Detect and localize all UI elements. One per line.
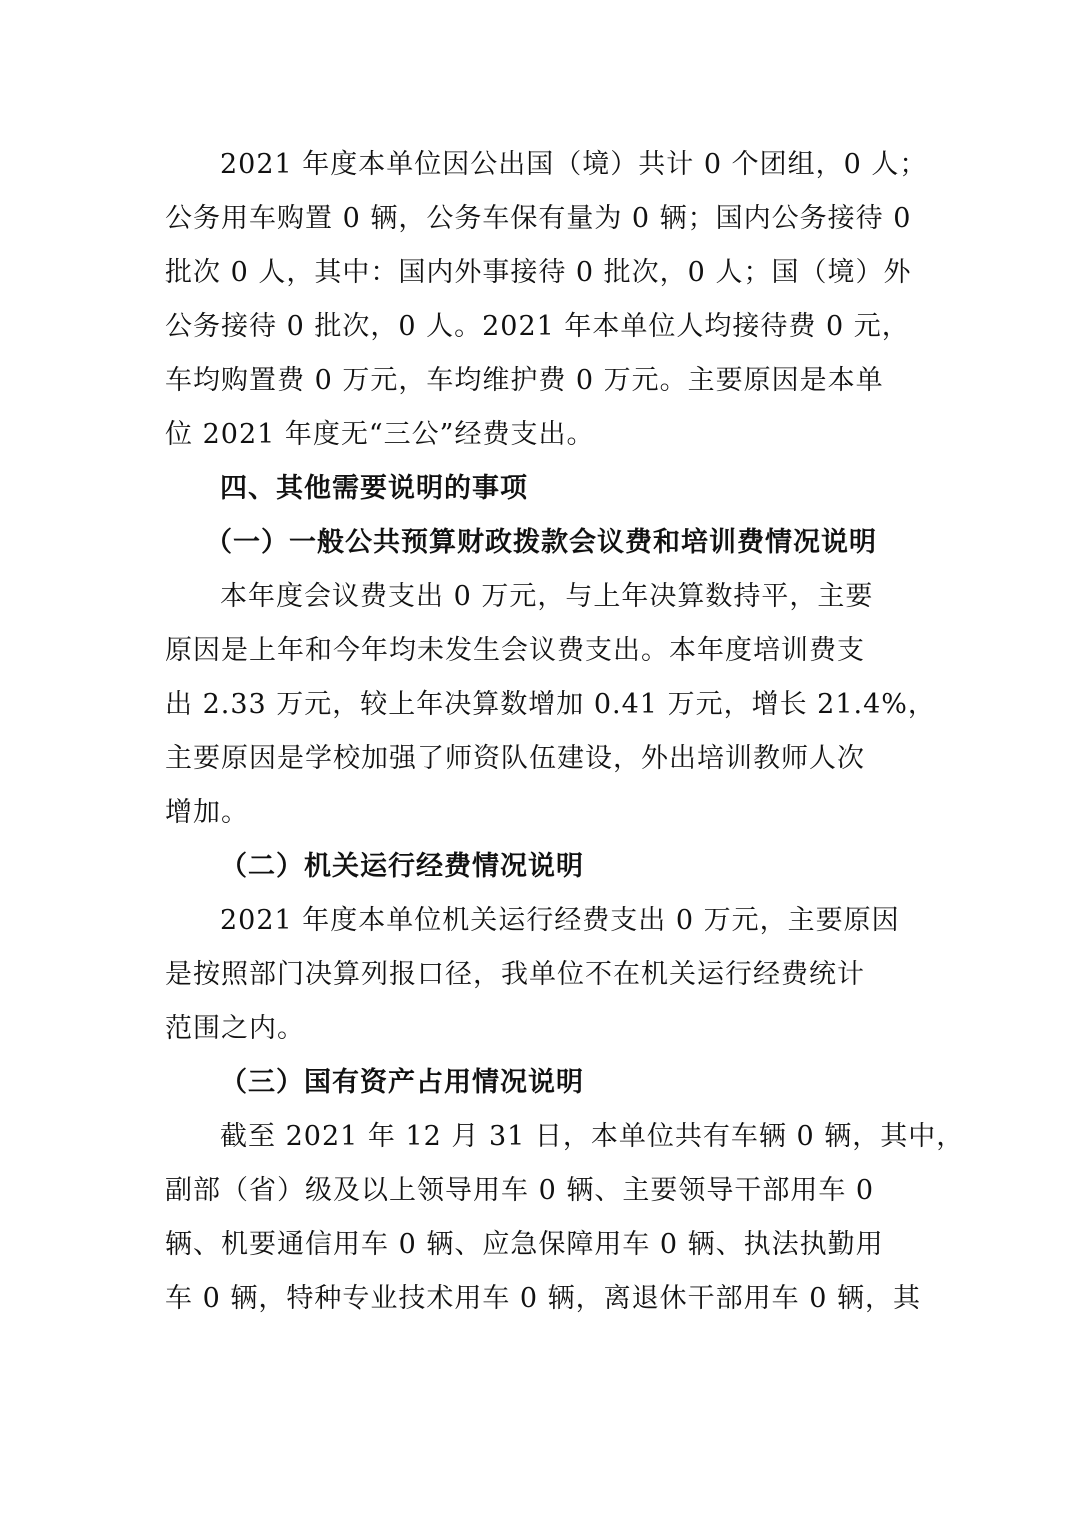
paragraph-line: 2021 年度本单位因公出国（境）共计 0 个团组，0 人；	[220, 149, 928, 180]
paragraph-line: 副部（省）级及以上领导用车 0 辆、主要领导干部用车 0	[165, 1175, 875, 1206]
section-heading: 四、其他需要说明的事项	[220, 473, 528, 504]
paragraph-line: 2021 年度本单位机关运行经费支出 0 万元，主要原因	[220, 905, 900, 936]
paragraph-line: 原因是上年和今年均未发生会议费支出。本年度培训费支	[165, 635, 865, 666]
paragraph-line: 范围之内。	[165, 1013, 305, 1044]
subsection-heading: （三）国有资产占用情况说明	[220, 1067, 584, 1098]
subsection-heading: （一）一般公共预算财政拨款会议费和培训费情况说明	[205, 527, 877, 558]
paragraph-line: 位 2021 年度无“三公”经费支出。	[165, 419, 595, 450]
paragraph-line: 本年度会议费支出 0 万元，与上年决算数持平，主要	[220, 581, 874, 612]
paragraph-line: 出 2.33 万元，较上年决算数增加 0.41 万元，增长 21.4%，	[165, 689, 936, 720]
paragraph-line: 增加。	[165, 797, 249, 828]
subsection-heading: （二）机关运行经费情况说明	[220, 851, 584, 882]
paragraph-line: 辆、机要通信用车 0 辆、应急保障用车 0 辆、执法执勤用	[165, 1229, 884, 1260]
paragraph-line: 截至 2021 年 12 月 31 日，本单位共有车辆 0 辆，其中，	[220, 1121, 965, 1152]
paragraph-line: 公务用车购置 0 辆，公务车保有量为 0 辆；国内公务接待 0	[165, 203, 912, 234]
paragraph-line: 车 0 辆，特种专业技术用车 0 辆，离退休干部用车 0 辆，其	[165, 1283, 922, 1314]
paragraph-line: 批次 0 人，其中：国内外事接待 0 批次，0 人；国（境）外	[165, 257, 912, 288]
paragraph-line: 车均购置费 0 万元，车均维护费 0 万元。主要原因是本单	[165, 365, 884, 396]
paragraph-line: 公务接待 0 批次，0 人。2021 年本单位人均接待费 0 元，	[165, 311, 910, 342]
paragraph-line: 主要原因是学校加强了师资队伍建设，外出培训教师人次	[165, 743, 865, 774]
paragraph-line: 是按照部门决算列报口径，我单位不在机关运行经费统计	[165, 959, 865, 990]
